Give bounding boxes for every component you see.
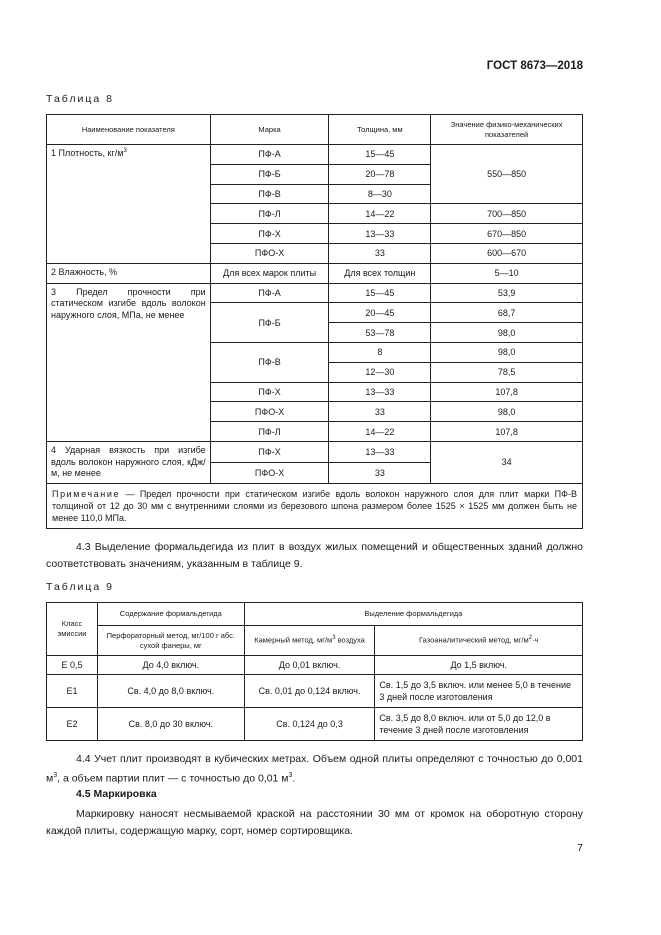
thickness-cell: 13—33 bbox=[329, 441, 431, 462]
value-cell: 107,8 bbox=[431, 422, 583, 442]
value-cell: 107,8 bbox=[431, 382, 583, 402]
mark-cell: ПФ-А bbox=[210, 283, 329, 303]
value-cell: 98,0 bbox=[431, 323, 583, 343]
table-9-header-row bbox=[47, 603, 583, 626]
mark-cell: ПФ-Х bbox=[210, 441, 329, 462]
thickness-cell: 14—22 bbox=[329, 422, 431, 442]
header-chamber: Камерный метод, $мг/м^3$ воздуха bbox=[244, 626, 375, 656]
page-number: 7 bbox=[577, 842, 583, 854]
thickness-cell: Для всех толщин bbox=[329, 263, 431, 283]
value-cell: 34 bbox=[431, 441, 583, 483]
gas-cell: До 1,5 включ. bbox=[375, 656, 583, 675]
mark-cell: ПФ-Б bbox=[210, 164, 329, 184]
header-perforator: Перфораторный метод, мг/100 г абс. сухой фанеры, мг bbox=[97, 626, 244, 656]
table-row bbox=[47, 441, 583, 462]
chamber-cell: До 0,01 включ. bbox=[244, 656, 375, 675]
table-8 bbox=[46, 114, 583, 529]
thickness-cell: 13—33 bbox=[329, 224, 431, 244]
value-cell: 98,0 bbox=[431, 342, 583, 362]
mark-cell: ПФО-Х bbox=[210, 243, 329, 263]
value-cell: 550—850 bbox=[431, 145, 583, 204]
value-cell: 53,9 bbox=[431, 283, 583, 303]
thickness-cell: 14—22 bbox=[329, 204, 431, 224]
note-prefix: Примечание bbox=[52, 489, 121, 500]
mark-cell: ПФ-Л bbox=[210, 422, 329, 442]
thickness-cell: 8—30 bbox=[329, 184, 431, 204]
paragraph-4-5: Маркировку наносят несмываемой краской на расстоянии 30 мм от кромок на оборотную сторону каждой плиты, содержащую марку, сорт, номер сортировщика. bbox=[46, 808, 583, 837]
section-title-4-5: 4.5 Маркировка bbox=[76, 788, 157, 800]
table-8-note bbox=[47, 484, 583, 529]
mark-cell: ПФО-Х bbox=[210, 402, 329, 422]
thickness-cell: 53—78 bbox=[329, 323, 431, 343]
chamber-cell: Св. 0,124 до 0,3 bbox=[244, 708, 375, 741]
thickness-cell: 33 bbox=[329, 243, 431, 263]
perforator-cell: Св. 4,0 до 8,0 включ. bbox=[97, 675, 244, 708]
mark-cell: ПФ-Б bbox=[210, 303, 329, 343]
perforator-cell: До 4,0 включ. bbox=[97, 656, 244, 675]
thickness-cell: 20—78 bbox=[329, 164, 431, 184]
chamber-cell: Св. 0,01 до 0,124 включ. bbox=[244, 675, 375, 708]
value-cell: 68,7 bbox=[431, 303, 583, 323]
thickness-cell: 8 bbox=[329, 342, 431, 362]
thickness-cell: 33 bbox=[329, 462, 431, 483]
thickness-cell: 12—30 bbox=[329, 362, 431, 382]
indicator-moisture: 2 Влажность, % bbox=[47, 263, 211, 283]
thickness-cell: 15—45 bbox=[329, 283, 431, 303]
value-cell: 98,0 bbox=[431, 402, 583, 422]
header-value: Значение физико-механических показателей bbox=[431, 115, 583, 145]
thickness-cell: 15—45 bbox=[329, 145, 431, 165]
mark-cell: ПФ-Х bbox=[210, 382, 329, 402]
header-class: Класс эмиссии bbox=[47, 603, 98, 656]
table-row bbox=[47, 263, 583, 283]
table-9-subheader-row bbox=[47, 626, 583, 656]
header-emission: Выделение формальдегида bbox=[244, 603, 582, 626]
table-9-caption: Таблица 9 bbox=[46, 581, 114, 593]
mark-cell: Для всех марок плиты bbox=[210, 263, 329, 283]
table-row bbox=[47, 675, 583, 708]
perforator-cell: Св. 8,0 до 30 включ. bbox=[97, 708, 244, 741]
header-content: Содержание формальдегида bbox=[97, 603, 244, 626]
value-cell: 670—850 bbox=[431, 224, 583, 244]
document-code: ГОСТ 8673—2018 bbox=[486, 60, 583, 72]
table-row bbox=[47, 708, 583, 741]
mark-cell: ПФО-Х bbox=[210, 462, 329, 483]
paragraph-4-3: 4.3 Выделение формальдегида из плит в воздух жилых помещений и общественных зданий должно соответствовать значениям, указанным в таблице 9. bbox=[46, 541, 583, 570]
table-row bbox=[47, 283, 583, 303]
mark-cell: ПФ-А bbox=[210, 145, 329, 165]
indicator-strength: 3 Предел прочности при статическом изгибе вдоль волокон наружного слоя, МПа, не менее bbox=[47, 283, 211, 441]
thickness-cell: 20—45 bbox=[329, 303, 431, 323]
class-cell: Е1 bbox=[47, 675, 98, 708]
table-8-note-row bbox=[47, 484, 583, 529]
class-cell: Е2 bbox=[47, 708, 98, 741]
value-cell: 78,5 bbox=[431, 362, 583, 382]
header-indicator: Наименование показателя bbox=[47, 115, 211, 145]
thickness-cell: 33 bbox=[329, 402, 431, 422]
thickness-cell: 13—33 bbox=[329, 382, 431, 402]
value-cell: 600—670 bbox=[431, 243, 583, 263]
gas-cell: Св. 1,5 до 3,5 включ. или менее 5,0 в течение 3 дней после изготовления bbox=[375, 675, 583, 708]
note-text: — Предел прочности при статическом изгибе вдоль волокон наружного слоя для плит марки ПФ-В толщиной от 12 до 30 мм с внутренними слоями из березового шпона размером более 1525 × 1525 мм должен быть не менее 110,0 МПа. bbox=[52, 489, 577, 524]
mark-cell: ПФ-Л bbox=[210, 204, 329, 224]
table-8-header-row bbox=[47, 115, 583, 145]
value-cell: 5—10 bbox=[431, 263, 583, 283]
class-cell: Е 0,5 bbox=[47, 656, 98, 675]
mark-cell: ПФ-Х bbox=[210, 224, 329, 244]
mark-cell: ПФ-В bbox=[210, 184, 329, 204]
table-row bbox=[47, 656, 583, 675]
mark-cell: ПФ-В bbox=[210, 342, 329, 382]
table-row bbox=[47, 145, 583, 165]
indicator-impact: 4 Ударная вязкость при изгибе вдоль волокон наружного слоя, кДж/м, не менее bbox=[47, 441, 211, 483]
indicator-density: 1 Плотность, $кг/м^3$ bbox=[47, 145, 211, 264]
header-mark: Марка bbox=[210, 115, 329, 145]
header-thickness: Толщина, мм bbox=[329, 115, 431, 145]
gas-cell: Св. 3,5 до 8,0 включ. или от 5,0 до 12,0 в течение 3 дней после изготовления bbox=[375, 708, 583, 741]
table-9 bbox=[46, 602, 583, 741]
paragraph-4-4: 4.4 Учет плит производят в кубических метрах. Объем одной плиты определяют с точностью до 0,001 $м^3$, а объем партии плит — с точностью до 0,01 $м^3$. bbox=[46, 753, 583, 784]
table-8-caption: Таблица 8 bbox=[46, 93, 114, 105]
header-gas: Газоаналитический метод, $мг/м^2\cdot ч$ bbox=[375, 626, 583, 656]
value-cell: 700—850 bbox=[431, 204, 583, 224]
